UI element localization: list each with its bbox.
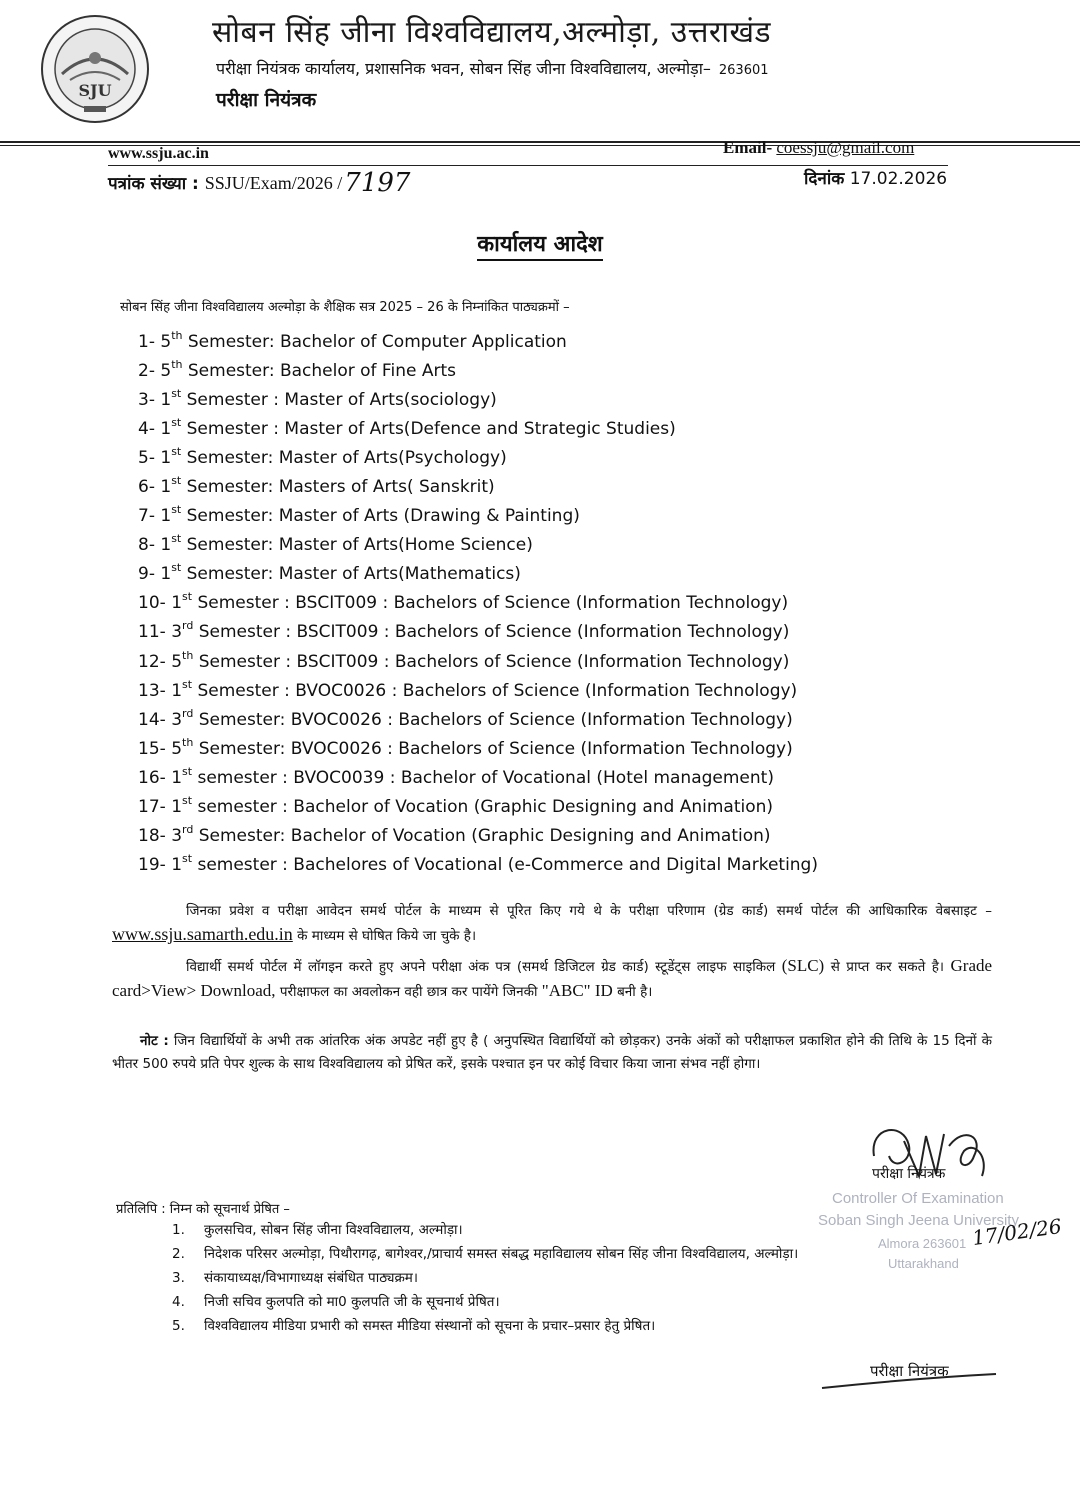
course-name: Semester : BSCIT009 : Bachelors of Science (Information Technology) <box>198 622 790 643</box>
ordinal-suffix: th <box>171 329 183 342</box>
ordinal-suffix: st <box>182 677 193 691</box>
office-name: परीक्षा नियंत्रक <box>216 89 317 111</box>
ordinal-suffix: st <box>182 851 193 865</box>
semester-number: 1 <box>160 419 172 440</box>
copy-to-recipient: कुलसचिव, सोबन सिंह जीना विश्वविद्यालय, अल्मोड़ा। <box>204 1222 463 1238</box>
semester-number: 1 <box>160 564 172 585</box>
ordinal-suffix: st <box>171 416 182 430</box>
course-item <box>138 589 818 618</box>
course-name: Semester : BVOC0026 : Bachelors of Science (Information Technology) <box>197 680 798 701</box>
semester-number: 3 <box>171 709 183 730</box>
course-number: 4- <box>138 419 155 440</box>
course-number: 14- <box>138 709 166 730</box>
semester-number: 5 <box>160 332 172 352</box>
course-item <box>138 851 818 880</box>
course-number: 5- <box>138 448 155 469</box>
ordinal-suffix: rd <box>182 822 194 836</box>
semester-number: 1 <box>171 680 183 701</box>
course-item <box>138 735 818 764</box>
course-item <box>138 328 818 357</box>
copy-to-number: 5. <box>172 1318 185 1334</box>
course-item <box>138 677 818 706</box>
course-number: 8- <box>138 535 155 556</box>
ordinal-suffix: st <box>182 764 193 778</box>
letter-date: दिनांक 17.02.2026 <box>804 169 948 189</box>
semester-number: 3 <box>171 622 183 643</box>
semester-number: 1 <box>171 767 183 788</box>
semester-number: 1 <box>171 854 183 875</box>
semester-number: 1 <box>160 506 172 527</box>
email-link[interactable]: coessju@gmail.com <box>776 138 915 157</box>
course-name: semester : Bachelores of Vocational (e-Commerce and Digital Marketing) <box>197 854 818 875</box>
copy-to-item <box>172 1242 798 1266</box>
semester-number: 1 <box>160 477 172 498</box>
ordinal-suffix: st <box>182 590 193 604</box>
course-number: 1- <box>138 332 155 352</box>
course-number: 2- <box>138 361 155 382</box>
course-name: Semester : Master of Arts(Defence and Strategic Studies) <box>186 419 676 440</box>
course-number: 9- <box>138 564 155 585</box>
note-label: नोट : <box>140 1033 169 1049</box>
website-link[interactable]: www.ssju.ac.in <box>108 145 209 162</box>
course-number: 13- <box>138 680 166 701</box>
handwritten-date: 17/02/26 <box>970 1213 1064 1251</box>
course-item <box>138 386 818 415</box>
course-name: Semester: Master of Arts(Psychology) <box>186 448 507 469</box>
course-number: 6- <box>138 477 155 498</box>
semester-number: 1 <box>160 390 172 411</box>
university-name: सोबन सिंह जीना विश्वविद्यालय,अल्मोड़ा, उत्तराखंड <box>212 15 772 50</box>
paragraph-results: जिनका प्रवेश व परीक्षा आवेदन समर्थ पोर्टल के माध्यम से पूरित किए गये थे के परीक्षा परिणाम (ग्रेड कार्ड) समर्थ पोर्टल की आधिकारिक वेबसाइट – www.ssju.samarth.edu.in के माध्यम से घोषित किये जा चुके है। <box>112 903 992 944</box>
course-name: semester : Bachelor of Vocation (Graphic Designing and Animation) <box>197 796 774 817</box>
copy-to-item <box>172 1218 798 1242</box>
paragraph-note: नोट : जिन विद्यार्थियों के अभी तक आंतरिक अंक अपडेट नहीं हुए है ( अनुपस्थित विद्यार्थियों को छोड़कर) उनके अंकों को परीक्षाफल प्रकाशित होने की तिथि के 15 दिनों के भीतर 500 रुपये प्रति पेपर शुल्क के साथ विश्वविद्यालय को प्रेषित करें, इसके पश्चात इन पर कोई विचार किया जाना संभव नहीं होगा। <box>112 1033 992 1072</box>
course-name: Semester: Bachelor of Fine Arts <box>187 361 456 382</box>
course-number: 17- <box>138 796 166 817</box>
course-name: Semester : Master of Arts(sociology) <box>186 390 497 411</box>
course-name: Semester: Master of Arts(Home Science) <box>186 535 533 556</box>
ordinal-suffix: th <box>171 358 183 372</box>
semester-number: 5 <box>171 651 183 672</box>
course-item <box>138 822 818 851</box>
course-item <box>138 531 818 560</box>
ordinal-suffix: st <box>171 532 182 546</box>
copy-to-item <box>172 1290 798 1314</box>
order-title: कार्यालय आदेश <box>0 228 1080 258</box>
ordinal-suffix: st <box>171 474 182 488</box>
ordinal-suffix: th <box>182 648 194 662</box>
copy-to-number: 3. <box>172 1270 185 1286</box>
course-item <box>138 357 818 386</box>
course-name: Semester: BVOC0026 : Bachelors of Science (Information Technology) <box>198 709 793 730</box>
university-logo <box>40 14 150 124</box>
intro-text: सोबन सिंह जीना विश्वविद्यालय अल्मोड़ा के शैक्षिक सत्र 2025 – 26 के निम्नांकित पाठ्यक्रमों – <box>120 300 570 315</box>
course-number: 3- <box>138 390 155 411</box>
course-item <box>138 415 818 444</box>
official-stamp: Controller Of Examination Soban Singh Jeena University Almora 263601 Uttarakhand 17/02/26 <box>818 1190 1064 1271</box>
course-number: 18- <box>138 825 166 846</box>
course-name: Semester: Bachelor of Vocation (Graphic Designing and Animation) <box>198 825 771 846</box>
course-list <box>138 328 818 880</box>
semester-number: 1 <box>171 796 183 817</box>
course-name: semester : BVOC0039 : Bachelor of Vocational (Hotel management) <box>197 767 774 788</box>
copy-to-heading: प्रतिलिपि : निम्न को सूचनार्थ प्रेषित – <box>116 1202 290 1217</box>
email-line: Email- coessju@gmail.com <box>723 138 915 157</box>
course-item <box>138 502 818 531</box>
copy-to-recipient: निदेशक परिसर अल्मोड़ा, पिथौरागढ़, बागेश्वर,/प्राचार्य समस्त संबद्ध महाविद्यालय सोबन सिंह जीना विश्वविद्यालय, अल्मोड़ा। <box>204 1246 799 1262</box>
copy-to-recipient: विश्वविद्यालय मीडिया प्रभारी को समस्त मीडिया संस्थानों को सूचना के प्रचार–प्रसार हेतु प्रेषित। <box>204 1318 656 1334</box>
course-number: 15- <box>138 738 166 759</box>
course-item <box>138 473 818 502</box>
course-number: 19- <box>138 854 166 875</box>
course-name: Semester: Bachelor of Computer Application <box>187 332 567 352</box>
semester-number: 3 <box>171 825 183 846</box>
course-item <box>138 444 818 473</box>
course-item <box>138 793 818 822</box>
ordinal-suffix: st <box>171 503 182 517</box>
paragraph-gradecard: विद्यार्थी समर्थ पोर्टल में लॉगइन करते हुए अपने परीक्षा अंक पत्र (समर्थ डिजिटल ग्रेड कार्ड) स्टूडेंट्स लाइफ साइकिल (SLC) से प्राप्त कर सकते है। Grade card>View> Download, परीक्षाफल का अवलोकन वही छात्र कर पायेंगे जिनकी "ABC" ID बनी है। <box>112 956 993 1000</box>
semester-number: 5 <box>171 738 183 759</box>
office-address: परीक्षा नियंत्रक कार्यालय, प्रशासनिक भवन, सोबन सिंह जीना विश्वविद्यालय, अल्मोड़ा– 263601 <box>216 59 769 78</box>
ordinal-suffix: st <box>171 445 182 459</box>
course-number: 16- <box>138 767 166 788</box>
copy-to-item <box>172 1266 798 1290</box>
semester-number: 5 <box>160 361 172 382</box>
semester-number: 1 <box>160 535 172 556</box>
ordinal-suffix: st <box>171 387 182 401</box>
copy-to-list <box>172 1218 798 1338</box>
copy-to-number: 2. <box>172 1246 185 1262</box>
course-name: Semester : BSCIT009 : Bachelors of Science (Information Technology) <box>197 593 789 614</box>
copy-to-recipient: संकायाध्यक्ष/विभागाध्यक्ष संबंधित पाठ्यक्रम। <box>204 1270 418 1286</box>
logo-text: SJU <box>78 81 112 100</box>
course-number: 11- <box>138 622 166 643</box>
signatory-designation: परीक्षा नियंत्रक <box>872 1166 946 1182</box>
course-number: 12- <box>138 651 166 672</box>
course-name: Semester: Master of Arts(Mathematics) <box>186 564 521 585</box>
course-name: Semester : BSCIT009 : Bachelors of Science (Information Technology) <box>198 651 790 672</box>
samarth-url[interactable]: www.ssju.samarth.edu.in <box>112 924 293 944</box>
ordinal-suffix: th <box>182 735 194 749</box>
course-item <box>138 764 818 793</box>
course-number: 7- <box>138 506 155 527</box>
header-rule <box>0 141 1080 143</box>
course-name: Semester: Master of Arts (Drawing & Painting) <box>186 506 580 527</box>
copy-to-recipient: निजी सचिव कुलपति को मा0 कुलपति जी के सूचनार्थ प्रेषित। <box>204 1294 500 1310</box>
course-item <box>138 618 818 647</box>
copy-to-item <box>172 1314 798 1338</box>
ordinal-suffix: st <box>171 561 182 575</box>
ordinal-suffix: rd <box>182 619 194 633</box>
pincode: 263601 <box>718 63 769 78</box>
semester-number: 1 <box>171 593 183 614</box>
course-name: Semester: Masters of Arts( Sanskrit) <box>186 477 495 498</box>
course-number: 10- <box>138 593 166 614</box>
signature-stroke <box>820 1368 1000 1392</box>
copy-to-number: 4. <box>172 1294 185 1310</box>
course-item <box>138 560 818 589</box>
ordinal-suffix: rd <box>182 706 194 720</box>
reference-number: पत्रांक संख्या : SSJU/Exam/2026 /7197 <box>108 168 411 198</box>
course-item <box>138 706 818 735</box>
course-item <box>138 648 818 677</box>
signature-mark <box>864 1116 994 1196</box>
copy-to-number: 1. <box>172 1222 185 1238</box>
handwritten-number: 7197 <box>344 168 411 198</box>
course-name: Semester: BVOC0026 : Bachelors of Science (Information Technology) <box>198 738 793 759</box>
semester-number: 1 <box>160 448 172 469</box>
footer-designation: परीक्षा नियंत्रक <box>870 1362 949 1380</box>
ordinal-suffix: st <box>182 793 193 807</box>
